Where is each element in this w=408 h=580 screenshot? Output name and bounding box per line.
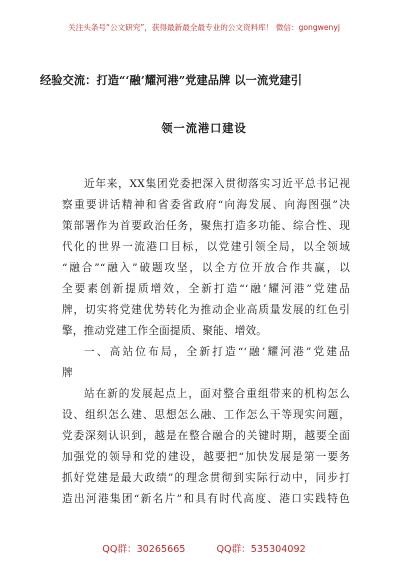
qq-group-footer: [0, 541, 408, 555]
body-line: 全要素创新提质增效，全新打造“‘融’耀河港”党建品: [62, 283, 350, 295]
document-title-line1: 经验交流：打造“‘融’耀河港”党建品牌 以一流党建引: [40, 73, 303, 87]
body-line: 党委深刻认识到，越是在整合融合的关键时期，越要全面: [62, 430, 350, 442]
section-heading-line: 牌: [62, 367, 73, 379]
body-line: 加强党的领导和党的建设，越要把“加快发展是第一要务: [62, 451, 350, 463]
body-line: 站在新的发展起点上，面对整合重组带来的机构怎么: [84, 388, 350, 400]
body-line: 察重要讲话精神和省委省政府“向海发展、向海图强”决: [62, 199, 350, 211]
qq-group-2: QQ群：535304092: [216, 544, 306, 555]
promo-banner: 关注头条号“公文研究”，获得最新最全最专业的公文资料库！ 微信：gongwenyj: [68, 23, 340, 32]
body-line: 代化的世界一流港口目标，以党建引领全局，以全领域: [62, 241, 350, 253]
section-heading-line: 一、高站位布局，全新打造“‘融’耀河港”党建品: [84, 346, 350, 358]
body-line: 牌，切实将党建优势转化为推动企业高质量发展的红色引: [62, 304, 350, 316]
body-line: 设、组织怎么建、思想怎么融、工作怎么干等现实问题，: [62, 409, 350, 421]
body-line: 擎，推动党建工作全面提质、聚能、增效。: [62, 325, 268, 337]
body-line: 造出河港集团“新名片”和具有时代高度、港口实践特色: [62, 493, 350, 505]
body-line: “融合”“融入”破题攻坚，以全方位开放合作共赢，以: [62, 262, 350, 274]
body-line: 近年来，XX集团党委把深入贯彻落实习近平总书记视: [84, 178, 350, 190]
body-line: 策部署作为首要政治任务，聚焦打造多功能、综合性、现: [62, 220, 350, 232]
document-title-line2: 领一流港口建设: [161, 121, 247, 135]
body-line: 抓好党建是最大政绩”的理念贯彻到实际行动中，同步打: [62, 472, 350, 484]
qq-group-1: QQ群：30265665: [102, 544, 186, 555]
